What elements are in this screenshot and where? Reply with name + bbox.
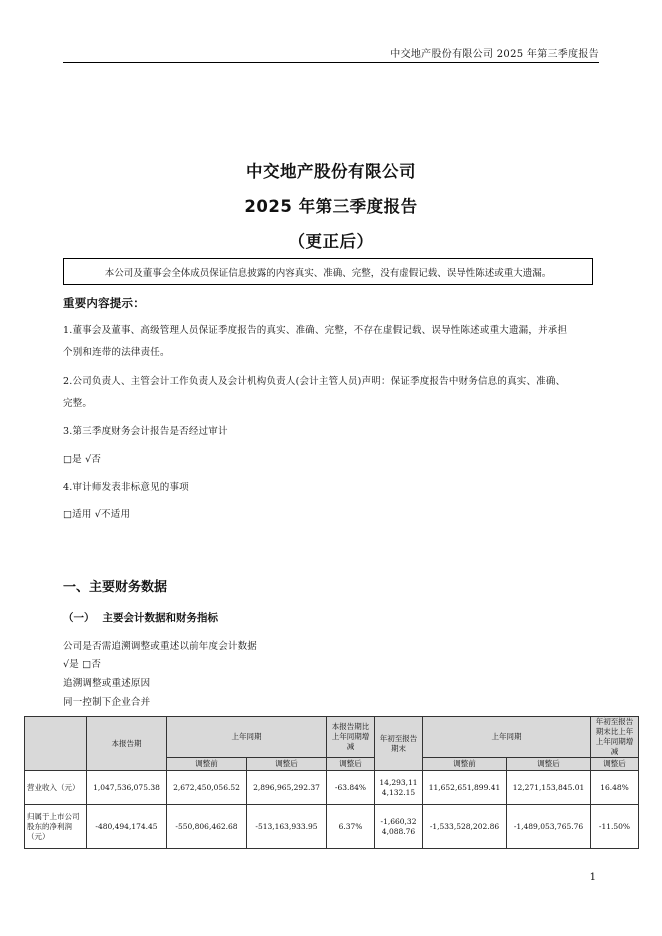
section-heading: 一、主要财务数据 [63, 580, 168, 595]
tip-4: 4.审计师发表非标意见的事项 [63, 482, 189, 493]
cell-ytd: -1,660,324,088.76 [375, 805, 423, 849]
cell-prior-ytd-before: -1,533,528,202.86 [423, 805, 507, 849]
cell-ytd-change: -11.50% [591, 805, 639, 849]
report-title: 2025 年第三季度报告 [244, 197, 418, 216]
cell-prior-ytd-after: -1,489,053,765.76 [507, 805, 591, 849]
header-divider [63, 62, 599, 63]
restatement-question: 公司是否需追溯调整或重述以前年度会计数据 [63, 641, 258, 652]
company-title: 中交地产股份有限公司 [246, 162, 416, 181]
tip-3-answer: □是 √否 [63, 454, 102, 465]
restatement-answer: √是 □否 [63, 659, 102, 670]
tip-2-line-1: 2.公司负责人、主管会计工作负责人及会计机构负责人(会计主管人员)声明：保证季度报告中财务信息的真实、准确、 [63, 376, 566, 387]
cell-prior-ytd-after: 12,271,153,845.01 [507, 771, 591, 805]
header-prior-same-period: 上年同期 [167, 717, 327, 758]
subheader-before-2: 调整前 [423, 758, 507, 771]
subsection-number: （一） [63, 612, 95, 624]
running-header: 中交地产股份有限公司 2025 年第三季度报告 [390, 49, 599, 60]
tip-3: 3.第三季度财务会计报告是否经过审计 [63, 426, 228, 437]
header-prior-ytd: 上年同期 [423, 717, 591, 758]
header-current-period: 本报告期 [87, 717, 167, 771]
subheader-before: 调整前 [167, 758, 247, 771]
cell-prior-before: 2,672,450,056.52 [167, 771, 247, 805]
subsection-title: 主要会计数据和财务指标 [102, 612, 218, 624]
tip-2-line-2: 完整。 [63, 398, 93, 409]
cell-change: 6.37% [327, 805, 375, 849]
cell-change: -63.84% [327, 771, 375, 805]
cell-prior-ytd-before: 11,652,651,899.41 [423, 771, 507, 805]
subheader-change-after: 调整后 [327, 758, 375, 771]
cell-prior-before: -550,806,462.68 [167, 805, 247, 849]
cell-ytd-change: 16.48% [591, 771, 639, 805]
financial-data-table [24, 716, 639, 849]
subheader-after: 调整后 [247, 758, 327, 771]
subheader-change-after-2: 调整后 [591, 758, 639, 771]
table-row [25, 805, 639, 849]
tip-1-line-2: 个别和连带的法律责任。 [63, 347, 170, 358]
notice-text: 本公司及董事会全体成员保证信息披露的内容真实、准确、完整，没有虚假记载、误导性陈述或重大遗漏。 [104, 268, 552, 279]
page-number: 1 [589, 872, 596, 883]
header-ytd-change: 年初至报告期末比上年上年同期增减 [591, 717, 639, 758]
tip-1-line-1: 1.董事会及董事、高级管理人员保证季度报告的真实、准确、完整，不存在虚假记载、误导性陈述或重大遗漏，并承担 [63, 325, 568, 336]
key-tips-heading: 重要内容提示： [63, 296, 145, 310]
cell-prior-after: 2,896,965,292.37 [247, 771, 327, 805]
cell-ytd: 14,293,114,132.15 [375, 771, 423, 805]
table-row [25, 771, 639, 805]
revised-title: （更正后） [288, 232, 374, 251]
header-item [25, 717, 87, 771]
header-ytd: 年初至报告期末 [375, 717, 423, 771]
notice-box [63, 258, 593, 285]
restatement-reason: 同一控制下企业合并 [63, 697, 151, 708]
restatement-reason-label: 追溯调整或重述原因 [63, 678, 151, 689]
cell-current: 1,047,536,075.38 [87, 771, 167, 805]
cell-current: -480,494,174.45 [87, 805, 167, 849]
subheader-after-2: 调整后 [507, 758, 591, 771]
row-label: 营业收入（元） [25, 771, 87, 805]
cell-prior-after: -513,163,933.95 [247, 805, 327, 849]
row-label: 归属于上市公司股东的净利润（元） [25, 805, 87, 849]
subsection-heading [63, 610, 218, 625]
tip-4-answer: □适用 √不适用 [63, 509, 131, 520]
header-change: 本报告期比上年同期增减 [327, 717, 375, 758]
